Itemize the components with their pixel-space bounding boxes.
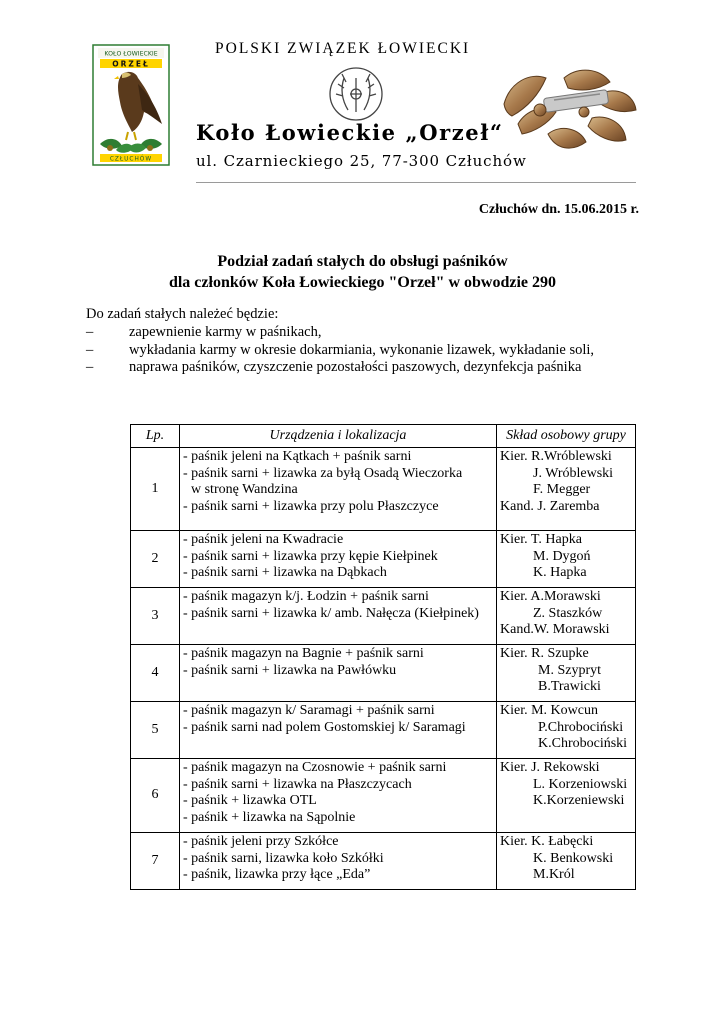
member: M. Dygoń [533,548,591,564]
row-locations [180,759,497,833]
member: P.Chrobociński [538,719,624,735]
row-number: 4 [131,645,180,702]
row-locations [180,588,497,645]
member-leader: Kier. T. Hapka [500,532,582,547]
member: B.Trawicki [538,679,601,694]
member-leader: Kier. R.Wróblewski [500,449,612,464]
table-row [131,531,636,588]
member: M. Szypryt [538,662,601,678]
row-members [497,588,636,645]
task-dash: – [86,342,94,358]
header-locations: Urządzenia i lokalizacja [180,425,497,448]
location-line: - paśnik sarni + lizawka na Płaszczycach [183,776,412,792]
table-row [131,588,636,645]
location-line: w stronę Wandzina [191,482,298,497]
club-name: Koło Łowieckie „Orzeł“ [196,120,504,145]
task-text: naprawa paśników, czyszczenie pozostałości paszowych, dezynfekcja paśnika [129,359,582,375]
location-line: - paśnik sarni + lizawka k/ amb. Nałęcza (Kiełpinek) [183,605,479,621]
member: J. Wróblewski [533,465,614,481]
location-line: - paśnik sarni + lizawka przy kępie Kiełpinek [183,548,438,564]
member-leader: Kier. K. Łabęcki [500,834,594,849]
antler-crest-icon [328,64,384,124]
table-row [131,833,636,890]
logo-top-text: KOŁO ŁOWIECKIE [104,50,158,58]
row-number: 5 [131,702,180,759]
row-members [497,833,636,890]
member-candidate: Kand.W. Morawski [500,622,610,637]
header-members: Skład osobowy grupy [497,425,636,448]
oak-badge-icon [500,64,640,156]
location-line: - paśnik sarni nad polem Gostomskiej k/ Saramagi [183,719,466,735]
association-name: POLSKI ZWIĄZEK ŁOWIECKI [215,40,471,57]
member-leader: Kier. J. Rekowski [500,760,600,775]
location-line: - paśnik sarni + lizawka na Dąbkach [183,565,387,580]
location-line: - paśnik sarni + lizawka za byłą Osadą Wieczorka [183,465,463,481]
row-locations [180,645,497,702]
table-header-row [131,425,636,448]
member-leader: Kier. R. Szupke [500,646,589,661]
member: Z. Staszków [533,605,603,621]
logo-bottom-text: CZŁUCHÓW [109,156,153,163]
location-line: - paśnik magazyn k/ Saramagi + paśnik sarni [183,703,435,718]
row-locations [180,448,497,531]
location-line: - paśnik jeleni na Kwadracie [183,532,344,547]
member-candidate: Kand. J. Zaremba [500,498,600,514]
table-row [131,448,636,531]
location-line: - paśnik magazyn k/j. Łodzin + paśnik sarni [183,589,429,604]
member: L. Korzeniowski [533,776,628,792]
header-divider [196,182,636,183]
task-dash: – [86,324,94,340]
document-title [0,251,725,293]
member: F. Megger [533,482,591,497]
row-number: 6 [131,759,180,833]
row-number: 1 [131,448,180,531]
location-line: - paśnik sarni + lizawka przy polu Płaszczyce [183,498,439,514]
row-number: 2 [131,531,180,588]
club-address: ul. Czarnieckiego 25, 77-300 Człuchów [196,152,527,170]
row-locations [180,702,497,759]
title-line-1: Podział zadań stałych do obsługi paśników [217,253,508,270]
location-line: - paśnik magazyn na Bagnie + paśnik sarni [183,646,424,661]
row-members [497,531,636,588]
row-members [497,645,636,702]
location-line: - paśnik + lizawka na Sąpolnie [183,809,356,825]
member: K.Korzeniewski [533,793,625,808]
letterhead [0,0,725,190]
title-line-2: dla członków Koła Łowieckiego "Orzeł" w obwodzie 290 [168,274,557,291]
task-dash: – [86,359,94,375]
header-lp: Lp. [131,425,180,448]
row-locations [180,833,497,890]
location-line: - paśnik jeleni na Kątkach + paśnik sarni [183,449,412,464]
task-text: zapewnienie karmy w paśnikach, [129,324,322,340]
location-line: - paśnik sarni, lizawka koło Szkółki [183,850,384,866]
table-row [131,645,636,702]
member: M.Król [533,867,575,882]
location-line: - paśnik jeleni przy Szkółce [183,834,339,849]
row-members [497,702,636,759]
task-text: wykładania karmy w okresie dokarmiania, wykonanie lizawek, wykładanie soli, [129,342,595,358]
location-line: - paśnik, lizawka przy łące „Eda” [183,867,371,882]
eagle-emblem-icon [92,44,170,166]
member: K. Benkowski [533,850,614,866]
row-members [497,759,636,833]
row-number: 3 [131,588,180,645]
location-line: - paśnik + lizawka OTL [183,793,317,808]
table-row [131,702,636,759]
assignment-table [130,424,636,890]
member: K.Chrobociński [538,736,628,751]
location-line: - paśnik magazyn na Czosnowie + paśnik sarni [183,760,447,775]
row-members [497,448,636,531]
intro-text: Do zadań stałych należeć będzie: [86,306,279,322]
member: K. Hapka [533,565,587,580]
logo-name-text: ORZEŁ [112,59,150,69]
row-locations [180,531,497,588]
row-number: 7 [131,833,180,890]
member-leader: Kier. M. Kowcun [500,703,598,718]
member-leader: Kier. A.Morawski [500,589,601,604]
table-row [131,759,636,833]
location-line: - paśnik sarni + lizawka na Pawłówku [183,662,397,678]
document-date: Człuchów dn. 15.06.2015 r. [478,202,639,217]
